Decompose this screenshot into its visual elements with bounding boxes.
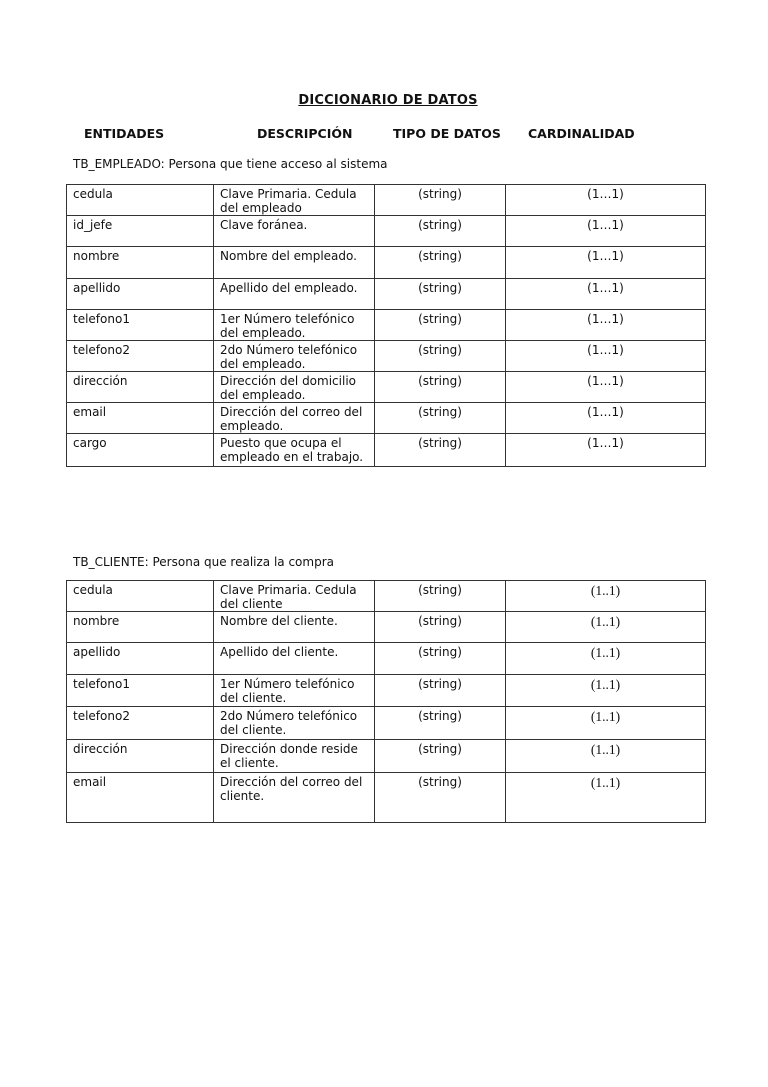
field-description: Dirección donde reside el cliente. xyxy=(214,740,375,773)
field-description: Dirección del correo del empleado. xyxy=(214,403,375,434)
field-type: (string) xyxy=(375,403,506,434)
table-row xyxy=(67,707,706,740)
field-description: Puesto que ocupa el empleado en el trabajo. xyxy=(214,434,375,467)
field-name: cedula xyxy=(67,581,214,612)
field-type: (string) xyxy=(375,581,506,612)
field-description: Clave Primaria. Cedula del empleado xyxy=(214,185,375,216)
field-cardinality: (1…1) xyxy=(506,216,706,247)
table-row xyxy=(67,341,706,372)
table-row xyxy=(67,581,706,612)
table-row xyxy=(67,773,706,823)
field-description: 2do Número telefónico del empleado. xyxy=(214,341,375,372)
section-label-empleado: TB_EMPLEADO: Persona que tiene acceso al sistema xyxy=(73,157,388,171)
field-cardinality: (1..1) xyxy=(506,612,706,643)
table-row xyxy=(67,247,706,279)
cliente-table xyxy=(66,580,706,823)
field-type: (string) xyxy=(375,434,506,467)
field-name: apellido xyxy=(67,279,214,310)
field-cardinality: (1…1) xyxy=(506,372,706,403)
field-description: Apellido del cliente. xyxy=(214,643,375,675)
field-name: email xyxy=(67,773,214,823)
table-row xyxy=(67,612,706,643)
field-cardinality: (1…1) xyxy=(506,403,706,434)
field-description: Nombre del cliente. xyxy=(214,612,375,643)
field-name: telefono1 xyxy=(67,310,214,341)
field-description: Apellido del empleado. xyxy=(214,279,375,310)
field-type: (string) xyxy=(375,310,506,341)
table-row xyxy=(67,310,706,341)
field-name: email xyxy=(67,403,214,434)
field-description: 2do Número telefónico del cliente. xyxy=(214,707,375,740)
field-type: (string) xyxy=(375,279,506,310)
header-tipo-de-datos: TIPO DE DATOS xyxy=(393,126,501,141)
field-name: telefono2 xyxy=(67,707,214,740)
table-row xyxy=(67,675,706,707)
field-cardinality: (1…1) xyxy=(506,341,706,372)
field-type: (string) xyxy=(375,643,506,675)
field-type: (string) xyxy=(375,707,506,740)
header-descripcion: DESCRIPCIÓN xyxy=(257,126,353,141)
field-cardinality: (1..1) xyxy=(506,581,706,612)
table-row xyxy=(67,216,706,247)
field-description: Nombre del empleado. xyxy=(214,247,375,279)
field-cardinality: (1…1) xyxy=(506,185,706,216)
table-row xyxy=(67,643,706,675)
field-type: (string) xyxy=(375,185,506,216)
field-description: Dirección del correo del cliente. xyxy=(214,773,375,823)
field-name: dirección xyxy=(67,740,214,773)
field-description: 1er Número telefónico del empleado. xyxy=(214,310,375,341)
field-cardinality: (1..1) xyxy=(506,740,706,773)
header-entidades: ENTIDADES xyxy=(84,126,165,141)
field-cardinality: (1..1) xyxy=(506,707,706,740)
field-type: (string) xyxy=(375,341,506,372)
field-description: Clave foránea. xyxy=(214,216,375,247)
field-type: (string) xyxy=(375,740,506,773)
empleado-table xyxy=(66,184,706,467)
field-type: (string) xyxy=(375,612,506,643)
field-type: (string) xyxy=(375,216,506,247)
field-name: id_jefe xyxy=(67,216,214,247)
table-row xyxy=(67,740,706,773)
field-name: telefono2 xyxy=(67,341,214,372)
field-type: (string) xyxy=(375,773,506,823)
page-title: DICCIONARIO DE DATOS xyxy=(298,93,478,108)
table-row xyxy=(67,434,706,467)
field-type: (string) xyxy=(375,675,506,707)
table-row xyxy=(67,403,706,434)
field-cardinality: (1..1) xyxy=(506,675,706,707)
field-name: telefono1 xyxy=(67,675,214,707)
field-cardinality: (1…1) xyxy=(506,247,706,279)
field-cardinality: (1…1) xyxy=(506,279,706,310)
header-cardinalidad: CARDINALIDAD xyxy=(528,126,635,141)
field-name: cargo xyxy=(67,434,214,467)
field-name: apellido xyxy=(67,643,214,675)
field-cardinality: (1..1) xyxy=(506,643,706,675)
field-description: Dirección del domicilio del empleado. xyxy=(214,372,375,403)
field-cardinality: (1..1) xyxy=(506,773,706,823)
field-type: (string) xyxy=(375,247,506,279)
field-type: (string) xyxy=(375,372,506,403)
section-label-cliente: TB_CLIENTE: Persona que realiza la compra xyxy=(73,555,334,569)
field-name: dirección xyxy=(67,372,214,403)
field-cardinality: (1…1) xyxy=(506,310,706,341)
field-name: nombre xyxy=(67,247,214,279)
table-row xyxy=(67,372,706,403)
table-row xyxy=(67,185,706,216)
field-description: 1er Número telefónico del cliente. xyxy=(214,675,375,707)
table-row xyxy=(67,279,706,310)
field-cardinality: (1…1) xyxy=(506,434,706,467)
field-name: nombre xyxy=(67,612,214,643)
field-description: Clave Primaria. Cedula del cliente xyxy=(214,581,375,612)
field-name: cedula xyxy=(67,185,214,216)
